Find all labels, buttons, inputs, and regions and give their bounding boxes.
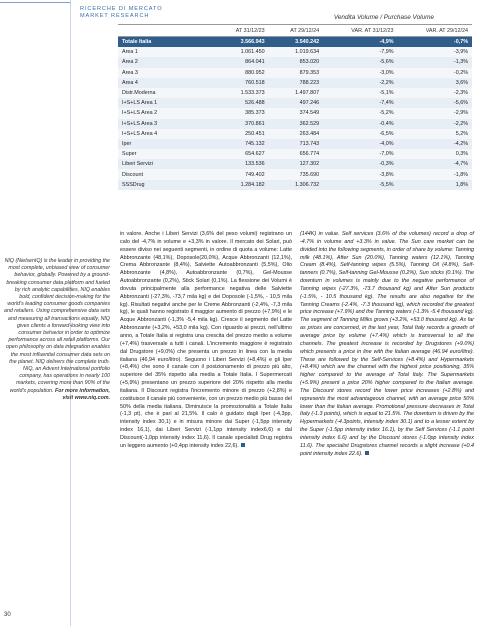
row-label: Iper <box>118 139 214 149</box>
cell: 760.518 <box>214 78 269 88</box>
cell: -1,8% <box>398 169 472 179</box>
text-column-italian <box>120 231 292 451</box>
table-row <box>118 159 472 169</box>
cell: 250.451 <box>214 129 269 139</box>
cell: 1.306.732 <box>269 180 324 190</box>
cell: -0,2% <box>398 68 472 78</box>
cell: 1.284.182 <box>214 180 269 190</box>
cell: -2,2% <box>398 119 472 129</box>
cell: 3.540.242 <box>269 37 324 48</box>
volume-table <box>118 12 472 190</box>
page-number: 30 <box>4 612 11 618</box>
row-label: Distr.Moderna <box>118 88 214 98</box>
table-row <box>118 108 472 118</box>
cell: 3.566.943 <box>214 37 269 48</box>
cell: -2,2% <box>323 78 397 88</box>
row-label: I+S+LS Area 1 <box>118 98 214 108</box>
col-header: VAR. AT 31/12/23 <box>323 25 397 37</box>
company-note-body: NIQ (NielsenIQ) is the leader in providing the most complete, unbiased view of consumer behavior, globally. Powered by a ground-breaking consumer data platform and fueled by rich analytic capabilities, NIQ enables bold, confident decision-making for the world's leading consumer goods companies and retailers. Using comprehensive data sets and measuring all transactions equally, NIQ gives clients a forward-looking view into consumer behavior in order to optimize performance across all retail platforms. Our open philosophy on data integration enables the most influential consumer data sets on the planet. NIQ delivers the complete truth. NIQ, an Advent International portfolio company, has operations in nearly 100 markets, covering more than 90% of the world's population. <box>4 258 110 394</box>
cell: -4,9% <box>323 37 397 48</box>
cell: 526.488 <box>214 98 269 108</box>
table-row <box>118 119 472 129</box>
cell: -7,4% <box>323 98 397 108</box>
cell: 374.549 <box>269 108 324 118</box>
table-row <box>118 47 472 57</box>
cell: -2,3% <box>398 88 472 98</box>
total-row <box>118 37 472 48</box>
cell: -0,3% <box>323 159 397 169</box>
table-row <box>118 180 472 190</box>
row-label: Area 3 <box>118 68 214 78</box>
cell: 385.373 <box>214 108 269 118</box>
row-label: SSSDrug <box>118 180 214 190</box>
row-label: Area 1 <box>118 47 214 57</box>
cell: -7,9% <box>323 47 397 57</box>
cell: 1.533.373 <box>214 88 269 98</box>
cell: 656.774 <box>269 149 324 159</box>
company-note-link: For more information, visit www.niq.com. <box>54 387 110 401</box>
cell: -5,1% <box>323 88 397 98</box>
cell: 497.246 <box>269 98 324 108</box>
cell: -5,5% <box>323 180 397 190</box>
english-text: (144K) in value. Self services (3.6% of the volumes) record a drop of -4.7% in volume and +3.3% in value. The Sun care market can be divided into the following segments, in order of share by volume: Tanning milk (48.1%), After Sun (20.0%), Tanning waters (12.1%), Tanning Cream (8.4%), Self-tanning wipes (5.5%), Tanning Oil (4.8%), Self-tanners (0.7%), Self-tanning Gel-Mousse (0.2%), Sun sticks (0.1%). The downturn in volumes is mainly due to the negative performance of Tanning wipes (-27.3%, -73.7 thousand kg) and After Sun products (-1.5%, - 10.5 thousand kg). The results are also negative for the Tanning Creams (-2.4%, -7.3 thousand kg), which recorded the greatest price increase (+7.9%) and the Tanning waters (-1.3% -5.4 thousand kg). The segment of Tanning Milks grows (+3.2%, +53.0 thousand kg). As far as prices are concerned, in the last year, Total Italy records a growth of average price by volume (+7.4%) which is transversal to all the channels. The greatest increase is recorded by Drugstores (+9.0%) which presents a price in line with the Italian average (46.94 euro/litre). These are followed by the Self-Services (+8.4%) and Hypermarkets (+8.4%) which are the channel with the highest price positioning, 35% higher compared to the average of Total Italy. The Supermarkets (+5.9%) present a price 20% higher compared to the Italian average. The Discount stores record the lower price increases (+2.8%) and represents the most advantageous channel, with an average price 50% lower than the Italian average. Promotional pressure decreases in Total Italy (-1.3 points), which is equal to 21.5%. The downturn is driven by the Hypermarkets (-4.3points, intensity index 30.1) and to a lesser extent by the Super (-1.5pp intensity index 16.1), by the Self Services (-1.1 point intensity index 6.6) and by the Discount stores (-1.0pp intensity index 11.6). The specialist Drugstores channel records a slight increase (+0.4 point intensity index 22.6). <box>300 231 474 457</box>
cell: -0,7% <box>398 37 472 48</box>
table-row <box>118 149 472 159</box>
end-square-icon <box>241 443 245 447</box>
logo-line1: RICERCHE DI MERCATO <box>80 6 163 12</box>
row-label: Discount <box>118 169 214 179</box>
cell: 1.497.807 <box>269 88 324 98</box>
cell: 1.019.634 <box>269 47 324 57</box>
cell: 749.402 <box>214 169 269 179</box>
row-label: Area 2 <box>118 57 214 67</box>
cell: 880.952 <box>214 68 269 78</box>
col-header <box>118 25 214 37</box>
cell: 263.484 <box>269 129 324 139</box>
logo-line2: MARKET RESEARCH <box>80 13 150 19</box>
table-row <box>118 129 472 139</box>
italian-text: in valore. Anche i Liberi Servizi (3,6% del peso volumi) registrano un calo del -4,7% in volume e +3,3% in valore. Il mercato dei Solari, può essere diviso nei seguenti segmenti, in ordine di quota a volume: Latte Abbronzante (48,1%), Doposole(20,0%), Acque Abbronzanti (12,1%), Crema Abbronzante (8,4%), Salviette Autoabbronzanti (5,5%), Olio Abbronzante (4,8%), Autoabbronzante (0,7%), Gel-Mousse Autoabbronzante (0,2%), Stick Solari (0,1%). La flessione dei Volumi è dovuta principalmente alla performance negativa delle Salviette Abbronzanti (-27,3%, -73,7 mila kg) e dei Doposole (-1,5%, - 10,5 mila kg). Risultati negativi anche per le Creme Abbronzanti (-2,4%, -7,3 mila kg), le quali hanno registrato il maggior aumento di prezzo (+7,9%) e le Acque Abbronzanti (-1,3% -5,4 mila kg). Cresce il segmento del Latte Abbronzante (+3,2%, +53,0 mila kg). Con riguardo ai prezzi, nell'ultimo anno, a Totale Italia si registra una crescita del prezzo medio a volume (+7,4%) trasversale a tutti i canali. L'incremento maggiore è registrato dal Drugstore (+9,0%) che presenta un prezzo in linea con la media italiana (46,94 euro/litro). Seguono i Liberi Servizi (+8,4%) e gli Iper (+8,4%) che sono il canale con il posizionamento di prezzo più alto, superiore del 35% rispetto alla media a Totale Italia. I Supermercati (+5,9%) presentano un prezzo superiore del 20% rispetto alla media italiana. Il Discount registra l'incremento minore di prezzo (+2,8%) e costituisce il canale più conveniente, con un prezzo medio più basso del 50% della media italiana. Diminuisce la promozionalità a Totale Italia (-1,3 pt), che è pari al 21,5%. Il calo è guidato dagli Iper (-4,3pp, intensity index 30,1) e in misura minore dai Super (-1,5pp intensity index 16,1), dai Liberi Servizi (-1,1pp intensity index6,6) e dal Discount(-1,0pp intensity index 11,6). Il canale specialisti Drug registra un leggero aumento (+0,4pp intensity index 22,6). <box>120 231 293 449</box>
cell: 713.743 <box>269 139 324 149</box>
cell: -5,6% <box>398 98 472 108</box>
col-header: VAR. AT 29/12/24 <box>398 25 472 37</box>
table-row <box>118 169 472 179</box>
row-label: Area 4 <box>118 78 214 88</box>
text-column-english <box>300 231 474 458</box>
table-row <box>118 98 472 108</box>
cell: 0,3% <box>398 149 472 159</box>
row-label: Totale Italia <box>118 37 214 48</box>
row-label: I+S+LS Area 2 <box>118 108 214 118</box>
end-square-icon <box>365 451 369 455</box>
cell: -3,8% <box>323 169 397 179</box>
cell: 735.690 <box>269 169 324 179</box>
cell: -5,2% <box>323 108 397 118</box>
col-header: AT 29/12/24 <box>269 25 324 37</box>
cell: 853.020 <box>269 57 324 67</box>
table-row <box>118 78 472 88</box>
cell: 879.353 <box>269 68 324 78</box>
cell: -7,0% <box>323 149 397 159</box>
cell: -4,7% <box>398 159 472 169</box>
company-note <box>2 258 110 402</box>
cell: -3,9% <box>398 47 472 57</box>
table-row <box>118 57 472 67</box>
cell: -6,5% <box>323 129 397 139</box>
cell: 3,6% <box>398 78 472 88</box>
cell: -3,0% <box>323 68 397 78</box>
cell: -4,2% <box>398 139 472 149</box>
row-label: Liberi Servizi <box>118 159 214 169</box>
table-row <box>118 68 472 78</box>
cell: 370.861 <box>214 119 269 129</box>
row-label: Super <box>118 149 214 159</box>
top-rule <box>0 2 70 3</box>
cell: -1,3% <box>398 57 472 67</box>
cell: 1.061.450 <box>214 47 269 57</box>
cell: -5,6% <box>323 57 397 67</box>
table-row <box>118 139 472 149</box>
cell: 133.536 <box>214 159 269 169</box>
row-label: I+S+LS Area 3 <box>118 119 214 129</box>
cell: -4,0% <box>323 139 397 149</box>
cell: 127.302 <box>269 159 324 169</box>
cell: 654.627 <box>214 149 269 159</box>
col-header: AT 31/12/23 <box>214 25 269 37</box>
cell: 1,8% <box>398 180 472 190</box>
cell: 362.529 <box>269 119 324 129</box>
table-title: Vendita Volume / Purchase Volume <box>118 12 472 25</box>
row-label: I+S+LS Area 4 <box>118 129 214 139</box>
cell: 745.132 <box>214 139 269 149</box>
cell: 5,2% <box>398 129 472 139</box>
cell: 788.223 <box>269 78 324 88</box>
cell: -2,9% <box>398 108 472 118</box>
cell: -0,4% <box>323 119 397 129</box>
cell: 864.041 <box>214 57 269 67</box>
table-row <box>118 88 472 98</box>
table-header-row <box>118 25 472 37</box>
